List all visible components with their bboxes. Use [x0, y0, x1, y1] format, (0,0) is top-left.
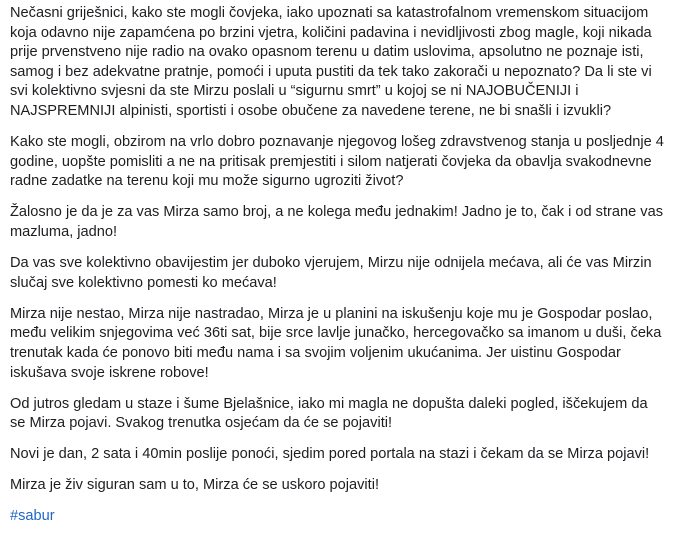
post-paragraph-2: Kako ste mogli, obzirom na vrlo dobro poznavanje njegovog lošeg zdravstvenog stanja u posljednje 4 godine, uopšte pomisliti a ne na pritisak premjestiti i silom natjerati čovjeka da obavlja svakodnevne radne zadatke na terenu koji mu može sigurno ugroziti život? — [10, 134, 664, 190]
post-paragraph-3: Žalosno je da je za vas Mirza samo broj, a ne kolega među jednakim! Jadno je to, čak i od strane vas mazluma, jadno! — [10, 204, 664, 240]
post-paragraph-6: Od jutros gledam u staze i šume Bjelašnice, iako mi magla ne dopušta daleki pogled, iščekujem da se Mirza pojavi. Svakog trenutka osjećam da će se pojaviti! — [10, 395, 648, 432]
hashtag-link[interactable]: #sabur — [10, 508, 55, 525]
post-paragraph-1: Nečasni griješnici, kako ste mogli čovjeka, iako upoznati sa katastrofalnom vremenskom situacijom koja odavno nije zapamćena po brzini vjetra, količini padavina i nevidljivosti zbog magle, koji nikada prije prvenstveno nije radio na ovako opasnom terenu u datim uslovima, apsolutno ne poznaje isti, samog i bez adekvatne pratnje, pomoći i uputa pustiti da tek tako zakorači u nepoznato? Da li ste vi svi kolektivno svjesni da ste Mirzu poslali u “sigurnu smrt” u kojoj se ni NAJOBUČENIJI i NAJSPREMNIJI alpinisti, sportisti i osobe obučene za navedene terene, ne bi snašli i izvukli? — [10, 5, 652, 119]
post-paragraph-5: Mirza nije nestao, Mirza nije nastradao, Mirza je u planini na iskušenju koje mu je Gospodar poslao, među velikim snjegovima već 36ti sat, bije srce lavlje junačko, hercegovačko sa imanom u duši, čeka trenutak kada će ponovo biti među nama i sa svojim voljenim ukućanima. Jer uistinu Gospodar iskušava svoje iskrene robove! — [10, 305, 662, 381]
post-paragraph-8: Mirza je živ siguran sam u to, Mirza će se uskoro pojaviti! — [10, 477, 380, 494]
post-paragraph-4: Da vas sve kolektivno obavijestim jer duboko vjerujem, Mirzu nije odnijela mećava, ali će vas Mirzin slučaj sve kolektivno pomesti ko mećava! — [10, 255, 652, 291]
post-paragraph-7: Novi je dan, 2 sata i 40min poslije ponoći, sjedim pored portala na stazi i čekam da se Mirza pojavi! — [10, 446, 650, 463]
